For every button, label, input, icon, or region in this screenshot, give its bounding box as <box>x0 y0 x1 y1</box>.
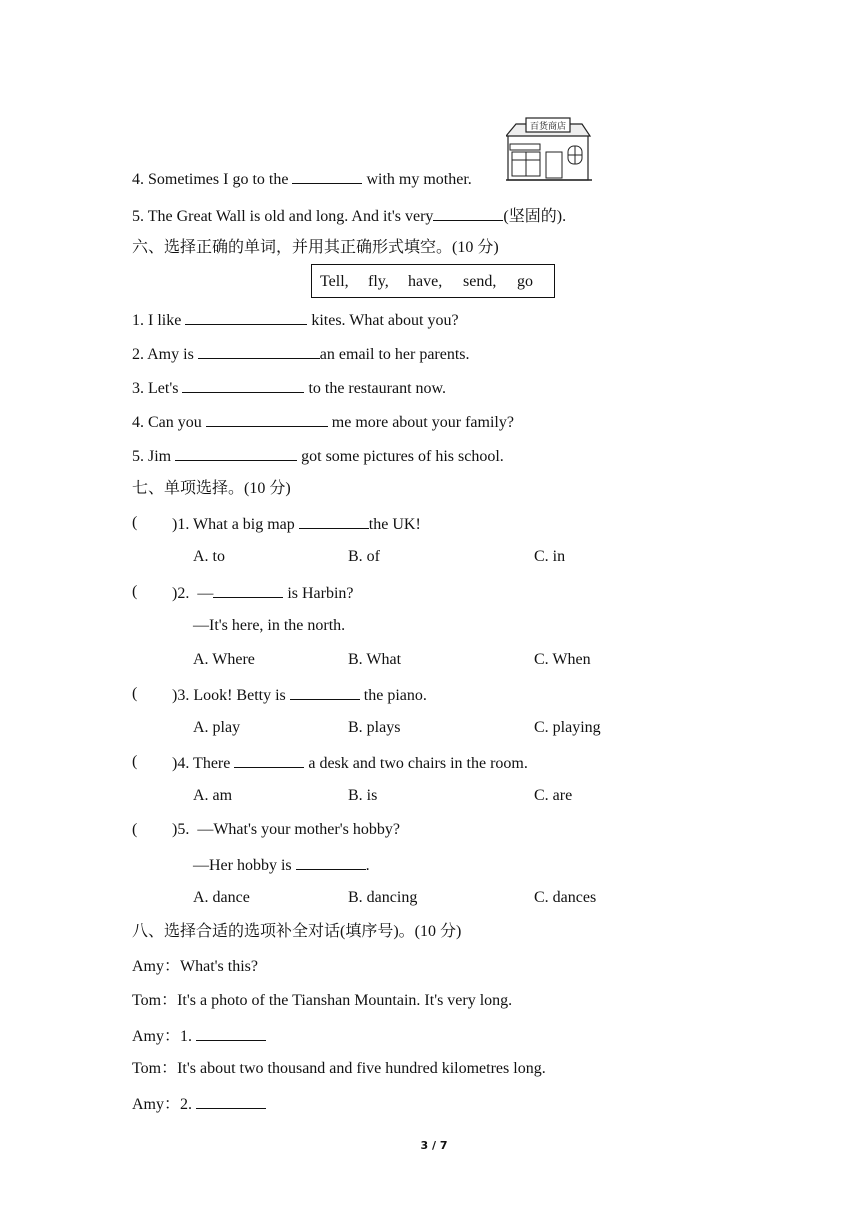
option-b[interactable]: B. What <box>348 651 402 668</box>
question-7-2-reply: —It's here, in the north. <box>193 617 346 634</box>
answer-blank[interactable] <box>206 411 328 427</box>
option-a[interactable]: A. am <box>193 787 233 804</box>
answer-blank <box>234 752 304 768</box>
option-b[interactable]: B. dancing <box>348 889 418 906</box>
answer-blank[interactable] <box>433 205 503 221</box>
option-c[interactable]: C. When <box>534 651 591 668</box>
svg-text:百货商店: 百货商店 <box>529 122 567 132</box>
question-7-5: )5. —What's your mother's hobby? <box>172 821 400 838</box>
dialogue-line: Tom：It's about two thousand and five hundred kilometres long. <box>132 1060 546 1077</box>
answer-blank <box>290 684 360 700</box>
question-7-1: )1. What a big map the UK! <box>172 513 421 535</box>
option-b[interactable]: B. plays <box>348 719 401 736</box>
option-c[interactable]: C. playing <box>534 719 601 736</box>
answer-blank[interactable] <box>196 1025 266 1041</box>
question-5-5: 5. The Great Wall is old and long. And it's very (坚固的). <box>132 205 566 227</box>
section-7-heading: 七、单项选择。(10 分) <box>132 480 291 497</box>
section-8-heading: 八、选择合适的选项补全对话(填序号)。(10 分) <box>132 923 462 940</box>
question-7-3: )3. Look! Betty is the piano. <box>172 684 427 706</box>
answer-paren[interactable]: ( <box>132 821 138 838</box>
word-bank-item: send, <box>463 273 497 290</box>
answer-blank <box>296 854 366 870</box>
question-7-5-reply: —Her hobby is . <box>193 854 370 876</box>
question-7-2: )2. — is Harbin? <box>172 582 354 604</box>
option-b[interactable]: B. is <box>348 787 378 804</box>
word-bank-item: Tell, <box>320 273 349 290</box>
option-c[interactable]: C. dances <box>534 889 597 906</box>
answer-blank[interactable] <box>185 309 307 325</box>
answer-blank[interactable] <box>198 343 320 359</box>
answer-paren[interactable]: ( <box>132 753 138 770</box>
dialogue-line: Amy：2. <box>132 1093 266 1115</box>
answer-blank <box>299 513 369 529</box>
option-c[interactable]: C. in <box>534 548 566 565</box>
answer-blank[interactable] <box>196 1093 266 1109</box>
option-a[interactable]: A. to <box>193 548 225 565</box>
question-6-2: 2. Amy is an email to her parents. <box>132 343 470 365</box>
question-5-4: 4. Sometimes I go to the with my mother. <box>132 168 472 190</box>
dialogue-line: Tom：It's a photo of the Tianshan Mountain. It's very long. <box>132 992 513 1009</box>
word-bank-item: go <box>517 273 533 290</box>
option-b[interactable]: B. of <box>348 548 380 565</box>
department-store-image <box>506 116 592 182</box>
option-c[interactable]: C. are <box>534 787 573 804</box>
question-6-4: 4. Can you me more about your family? <box>132 411 514 433</box>
page-number: 3 / 7 <box>420 1139 448 1152</box>
question-6-5: 5. Jim got some pictures of his school. <box>132 445 504 467</box>
answer-blank <box>213 582 283 598</box>
answer-blank[interactable] <box>182 377 304 393</box>
dialogue-line: Amy：1. <box>132 1025 266 1047</box>
word-bank-item: fly, <box>368 273 389 290</box>
option-a[interactable]: A. play <box>193 719 241 736</box>
option-a[interactable]: A. dance <box>193 889 250 906</box>
question-7-4: )4. There a desk and two chairs in the room. <box>172 752 528 774</box>
option-a[interactable]: A. Where <box>193 651 255 668</box>
question-6-3: 3. Let's to the restaurant now. <box>132 377 446 399</box>
question-6-1: 1. I like kites. What about you? <box>132 309 459 331</box>
answer-blank[interactable] <box>175 445 297 461</box>
word-bank-item: have, <box>408 273 443 290</box>
answer-paren[interactable]: ( <box>132 514 138 531</box>
dialogue-line: Amy：What's this? <box>132 958 258 975</box>
section-6-heading: 六、选择正确的单词，并用其正确形式填空。(10 分) <box>132 239 499 256</box>
answer-blank[interactable] <box>292 168 362 184</box>
answer-paren[interactable]: ( <box>132 685 138 702</box>
word-bank-box <box>311 264 555 298</box>
answer-paren[interactable]: ( <box>132 583 138 600</box>
